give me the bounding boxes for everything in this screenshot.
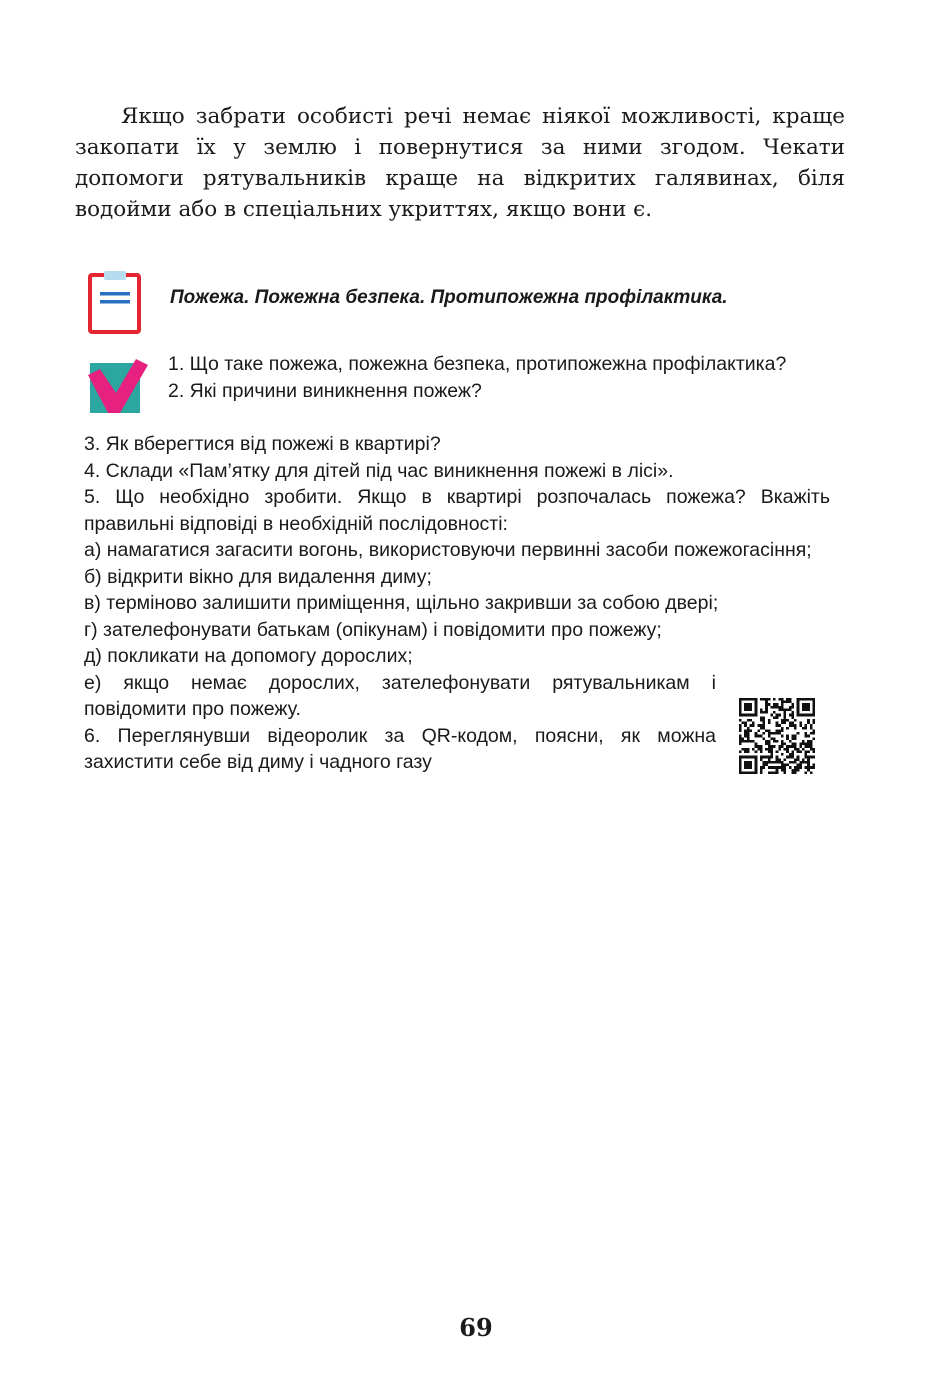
- option-b: б) відкрити вікно для видалення диму;: [84, 565, 432, 588]
- option-d: г) зателефонувати батькам (опікунам) і повідомити про пожежу;: [84, 618, 662, 641]
- checkmark-icon: [86, 357, 150, 417]
- question-1: 1. Що таке пожежа, пожежна безпека, протипожежна профілактика?: [168, 353, 787, 375]
- option-a: а) намагатися загасити вогонь, використовуючи первинні засоби пожежогасіння;: [84, 539, 812, 561]
- intro-paragraph: Якщо забрати особисті речі немає ніякої можливості, краще закопати їх у землю і повернутися за ними згодом. Чекати допомоги рятувальників краще на відкритих галявинах, біля водойми або в спеціальних укриттях, якщо вони є.: [75, 104, 845, 222]
- question-3: 3. Як вберегтися від пожежі в квартирі?: [84, 433, 441, 455]
- question-6: 6. Переглянувши відеоролик за QR-кодом, поясни, як можна захистити себе від диму і чадного газу: [84, 724, 716, 773]
- questions-top: [168, 351, 830, 404]
- option-e: д) покликати на допомогу дорослих;: [84, 645, 413, 667]
- question-5: 5. Що необхідно зробити. Якщо в квартирі розпочалась пожежа? Вкажіть правильні відповіді в необхідній послідовності:: [84, 486, 830, 535]
- question-2: 2. Які причини виникнення пожеж?: [168, 379, 482, 402]
- page-number: 69: [459, 1313, 493, 1342]
- option-f: е) якщо немає дорослих, зателефонувати рятувальникам і повідомити про пожежу.: [84, 671, 716, 720]
- clipboard-icon: [88, 270, 142, 334]
- option-c: в) терміново залишити приміщення, щільно закривши за собою двері;: [84, 592, 719, 614]
- question-4: 4. Склади «Пам’ятку для дітей під час виникнення пожежі в лісі».: [84, 459, 674, 482]
- qr-code-icon[interactable]: [739, 698, 815, 774]
- section-heading: Пожежа. Пожежна безпека. Протипожежна профілактика.: [170, 287, 728, 308]
- intro-text: [75, 101, 845, 225]
- questions-main: [84, 431, 830, 776]
